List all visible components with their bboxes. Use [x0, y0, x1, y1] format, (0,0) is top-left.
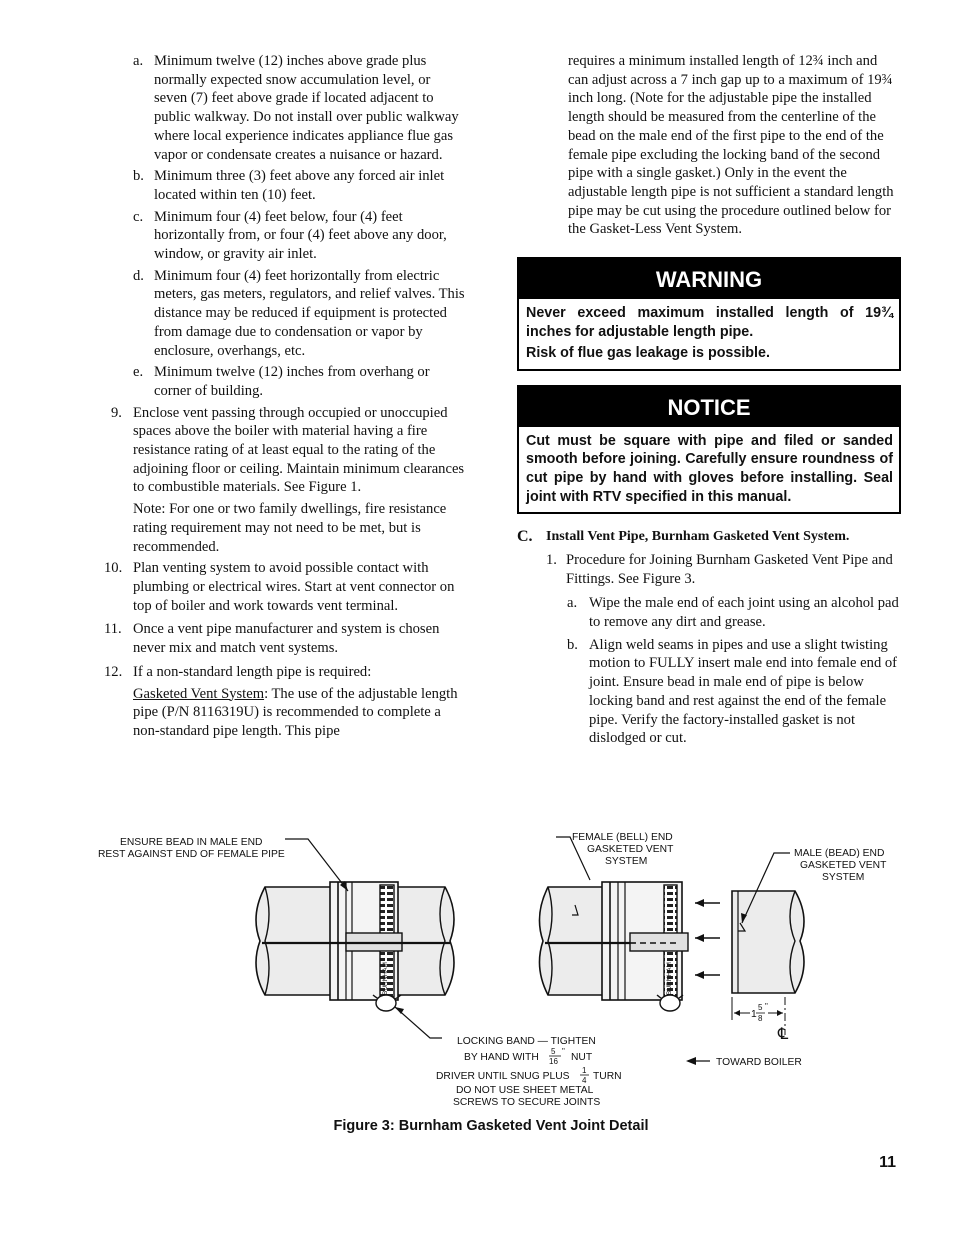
male-pipe-body	[732, 891, 804, 993]
label-band-1: LOCKING BAND — TIGHTEN	[457, 1036, 596, 1047]
label-bead-2: REST AGAINST END OF FEMALE PIPE	[98, 849, 285, 860]
warning-line-2: Risk of flue gas leakage is possible.	[526, 345, 770, 362]
right-column	[517, 52, 901, 751]
notice-text: Cut must be square with pipe and filed or sanded smooth before joining. Carefully ensure roundness of cut pipe by hand with gloves before installing. Seal joint with RTV specified in this manual.	[526, 432, 893, 505]
notice-body	[519, 427, 899, 512]
notice-title: NOTICE	[519, 387, 899, 427]
list-item	[133, 267, 466, 361]
centerline-symbol: ℄	[778, 1026, 789, 1043]
warning-line-1: Never exceed maximum installed length of 19¾ inches for adjustable length pipe.	[526, 305, 893, 340]
section-title: Install Vent Pipe, Burnham Gasketed Vent System.	[546, 529, 850, 545]
list-text: Wipe the male end of each joint using an alcohol pad to remove any dirt and grease.	[589, 595, 899, 630]
list-text: Procedure for Joining Burnham Gasketed Vent Pipe and Fittings. See Figure 3.	[566, 551, 893, 587]
band-fraction-unit: "	[562, 1047, 565, 1056]
list-marker: e.	[133, 364, 144, 381]
dim-numerator: 5	[758, 1003, 763, 1012]
page-number: 11	[879, 1154, 896, 1171]
dim-whole: 1	[751, 1009, 757, 1020]
list-marker: a.	[133, 53, 144, 69]
list-marker: d.	[133, 267, 144, 284]
label-band-4: DO NOT USE SHEET METAL	[456, 1085, 594, 1096]
list-marker: 1.	[546, 551, 557, 568]
vent-joint-diagram	[90, 825, 900, 1110]
list-text: Minimum three (3) feet above any forced air inlet located within ten (10) feet.	[154, 168, 445, 203]
continued-paragraph: requires a minimum installed length of 12¾ inch and can adjust across a 7 inch gap up to a maximum of 19¾ inch long. (Note for the adjustable pipe the installed length should be measured from the centerline of the bead on the male end of the first pipe to the end of the female pipe excluding the locking band of the second pipe with a single gasket.) Only in the event the adjustable length pipe is not sufficient a standard length pipe may be cut using the procedure outlined below for the Gasket-Less Vent System.	[568, 53, 894, 238]
list-item-step-1	[546, 551, 901, 588]
band-stamp-text: BURNHAM	[666, 962, 673, 995]
list-marker: c.	[133, 208, 144, 225]
band-fraction-den: 16	[549, 1057, 558, 1066]
band-stamp-text: BURNHAM	[382, 962, 389, 995]
list-text: Once a vent pipe manufacturer and system is chosen never mix and match vent systems.	[133, 621, 440, 657]
label-bead-1: ENSURE BEAD IN MALE END	[120, 837, 263, 848]
label-band-2a: BY HAND WITH	[464, 1052, 539, 1063]
list-text: Minimum twelve (12) inches from overhang or corner of building.	[154, 364, 430, 399]
list-item-step-1a	[567, 594, 901, 631]
list-text: Minimum four (4) feet horizontally from electric meters, gas meters, regulators, and relief valves. This distance may be reduced if equipment is protected from damage due to condensation or vapor by enclosure, overhangs, etc.	[154, 267, 465, 359]
warning-box	[517, 257, 901, 371]
list-text: Align weld seams in pipes and use a slight twisting motion to FULLY insert male end into female end of joint. Ensure bead in male end of pipe is below locking band and rest against the end of the female pipe. Verify the factory-installed gasket is not dislodged or cut.	[589, 636, 898, 747]
list-item-11	[104, 620, 466, 657]
label-band-2b: NUT	[571, 1052, 593, 1063]
label-female-3: SYSTEM	[605, 856, 648, 867]
item12-detail-text: : The use of the adjustable length pipe (P/N 8116319U) is recommended to complete a non-standard pipe length. This pipe	[133, 685, 458, 739]
band-fraction-num: 5	[551, 1047, 556, 1056]
list-text: Minimum twelve (12) inches above grade plus normally expected snow accumulation level, or seven (7) feet above grade if located adjacent to public walkway. Do not install over public walkway where local experience indicates appliance flue gas vapor or condensate creates a nuisance or hazard.	[154, 53, 459, 163]
dim-denominator: 8	[758, 1014, 763, 1023]
section-marker: C.	[517, 528, 533, 546]
item12-detail	[133, 685, 466, 741]
label-band-3a: DRIVER UNTIL SNUG PLUS	[436, 1071, 570, 1082]
list-item-12	[104, 663, 466, 682]
label-male-2: GASKETED VENT	[800, 860, 887, 871]
list-marker: 11.	[104, 621, 122, 638]
turn-fraction-num: 1	[582, 1066, 587, 1075]
label-band-5: SCREWS TO SECURE JOINTS	[453, 1097, 601, 1108]
label-male-3: SYSTEM	[822, 872, 865, 883]
section-c-heading	[517, 528, 901, 547]
list-marker: 9.	[111, 404, 122, 421]
warning-body	[519, 299, 899, 369]
dim-unit: "	[765, 1002, 768, 1011]
list-text: Minimum four (4) feet below, four (4) feet horizontally from, or four (4) feet above any door, window, or gravity air inlet.	[154, 208, 447, 263]
band-nut	[660, 995, 680, 1011]
exploded-joint	[539, 882, 804, 1035]
list-item	[133, 167, 466, 204]
gasketed-vent-term: Gasketed Vent System	[133, 685, 265, 702]
band-nut	[376, 995, 396, 1011]
list-item-step-1b	[567, 636, 901, 748]
list-marker: a.	[567, 595, 578, 612]
insertion-arrows	[695, 899, 720, 979]
item9-note: Note: For one or two family dwellings, fire resistance rating requirement may not need to be met, but is recommended.	[133, 501, 447, 555]
list-item-10	[104, 559, 466, 615]
turn-fraction-den: 4	[582, 1076, 587, 1085]
notice-box	[517, 385, 901, 514]
list-item-9	[111, 404, 466, 498]
list-item	[133, 52, 466, 164]
label-female-1: FEMALE (BELL) END	[572, 832, 673, 843]
list-text: Plan venting system to avoid possible contact with plumbing or electrical wires. Start at vent connector on top of boiler and work towards vent terminal.	[133, 560, 455, 614]
assembled-joint	[256, 882, 454, 1011]
list-text: Enclose vent passing through occupied or unoccupied spaces above the boiler with material having a fire resistance rating of at least equal to the rating of the adjoining floor or ceiling. Maintain minimum clearances to combustible materials. See Figure 1.	[133, 404, 465, 496]
list-text: If a non-standard length pipe is required:	[133, 663, 372, 680]
label-band-3b: TURN	[593, 1071, 622, 1082]
list-item	[133, 363, 466, 400]
label-female-2: GASKETED VENT	[587, 844, 674, 855]
list-marker: 12.	[104, 663, 123, 680]
list-item	[133, 208, 466, 264]
warning-title: WARNING	[519, 259, 899, 299]
list-marker: b.	[567, 636, 578, 653]
left-column	[104, 52, 466, 744]
list-marker: b.	[133, 168, 144, 185]
band-tab	[630, 933, 688, 951]
figure-caption: Figure 3: Burnham Gasketed Vent Joint Detail	[333, 1118, 649, 1134]
label-male-1: MALE (BEAD) END	[794, 848, 885, 859]
label-toward-boiler: TOWARD BOILER	[716, 1057, 802, 1068]
list-marker: 10.	[104, 560, 123, 577]
